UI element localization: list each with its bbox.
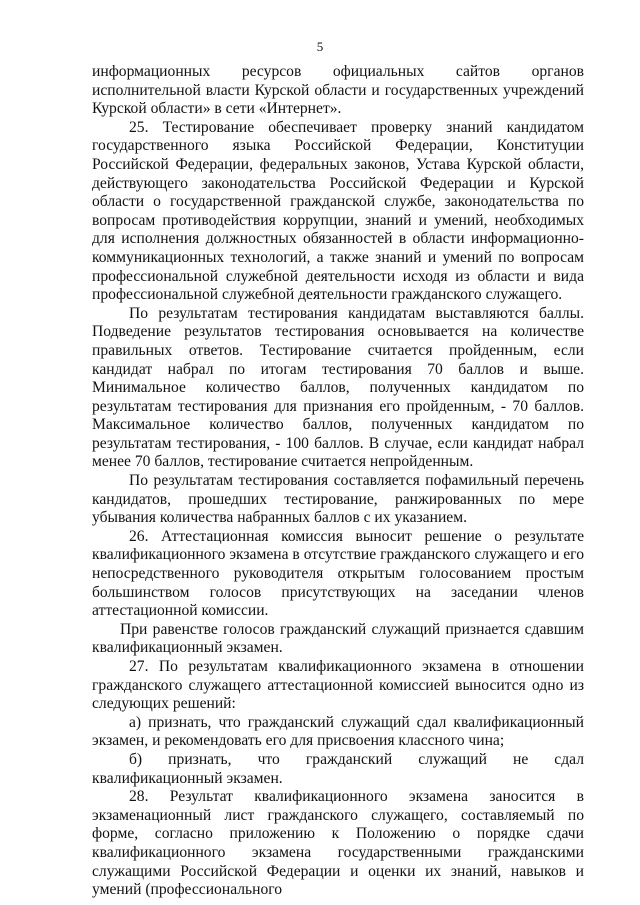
paragraph-item-27: 27. По результатам квалификационного экзамена в отношении гражданского служащего аттестационной комиссией выносится одно из следующих решений: — [92, 658, 584, 713]
document-body — [92, 63, 584, 900]
paragraph-decision-a: а) признать, что гражданский служащий сдал квалификационный экзамен, и рекомендовать его для присвоения классного чина; — [92, 713, 584, 750]
paragraph-item-26: 26. Аттестационная комиссия выносит решение о результате квалификационного экзамена в отсутствие гражданского служащего и его непосредственного руководителя открытым голосованием простым большинством голосов присутствующих на заседании членов аттестационной комиссии. — [92, 527, 584, 620]
paragraph-item-25: 25. Тестирование обеспечивает проверку знаний кандидатом государственного языка Российской Федерации, Конституции Российской Федерации, федеральных законов, Устава Курской области, действующего законодательства Российской Федерации и Курской области о государственной гражданской службе, законодательства по вопросам противодействия коррупции, знаний и умений, необходимых для исполнения должностных обязанностей в области информационно-коммуникационных технологий, а также знаний и умений по вопросам профессиональной служебной деятельности исходя из области и вида профессиональной служебной деятельности гражданского служащего. — [92, 118, 584, 304]
paragraph-candidate-list: По результатам тестирования составляется пофамильный перечень кандидатов, прошедших тестирование, ранжированных по мере убывания количества набранных баллов с их указанием. — [92, 472, 584, 527]
paragraph-decision-b: б) признать, что гражданский служащий не сдал квалификационный экзамен. — [92, 750, 584, 787]
page-number: 5 — [316, 39, 324, 54]
paragraph-continuation: информационных ресурсов официальных сайтов органов исполнительной власти Курской области и государственных учреждений Курской области» в сети «Интернет». — [92, 63, 584, 118]
paragraph-testing-scores: По результатам тестирования кандидатам выставляются баллы. Подведение результатов тестирования основывается на количестве правильных ответов. Тестирование считается пройденным, если кандидат набрал по итогам тестирования 70 баллов и выше. Минимальное количество баллов, полученных кандидатом по результатам тестирования для признания его пройденным, - 70 баллов. Максимальное количество баллов, полученных кандидатом по результатам тестирования, - 100 баллов. В случае, если кандидат набрал менее 70 баллов, тестирование считается непройденным. — [92, 304, 584, 471]
paragraph-item-28: 28. Результат квалификационного экзамена заносится в экзаменационный лист гражданского служащего, составляемый по форме, согласно приложению к Положению о порядке сдачи квалификационного экзамена государственными гражданскими служащими Российской Федерации и оценки их знаний, навыков и умений (профессионального — [92, 788, 584, 899]
paragraph-equal-votes: При равенстве голосов гражданский служащий признается сдавшим квалификационный экзамен. — [92, 620, 584, 657]
